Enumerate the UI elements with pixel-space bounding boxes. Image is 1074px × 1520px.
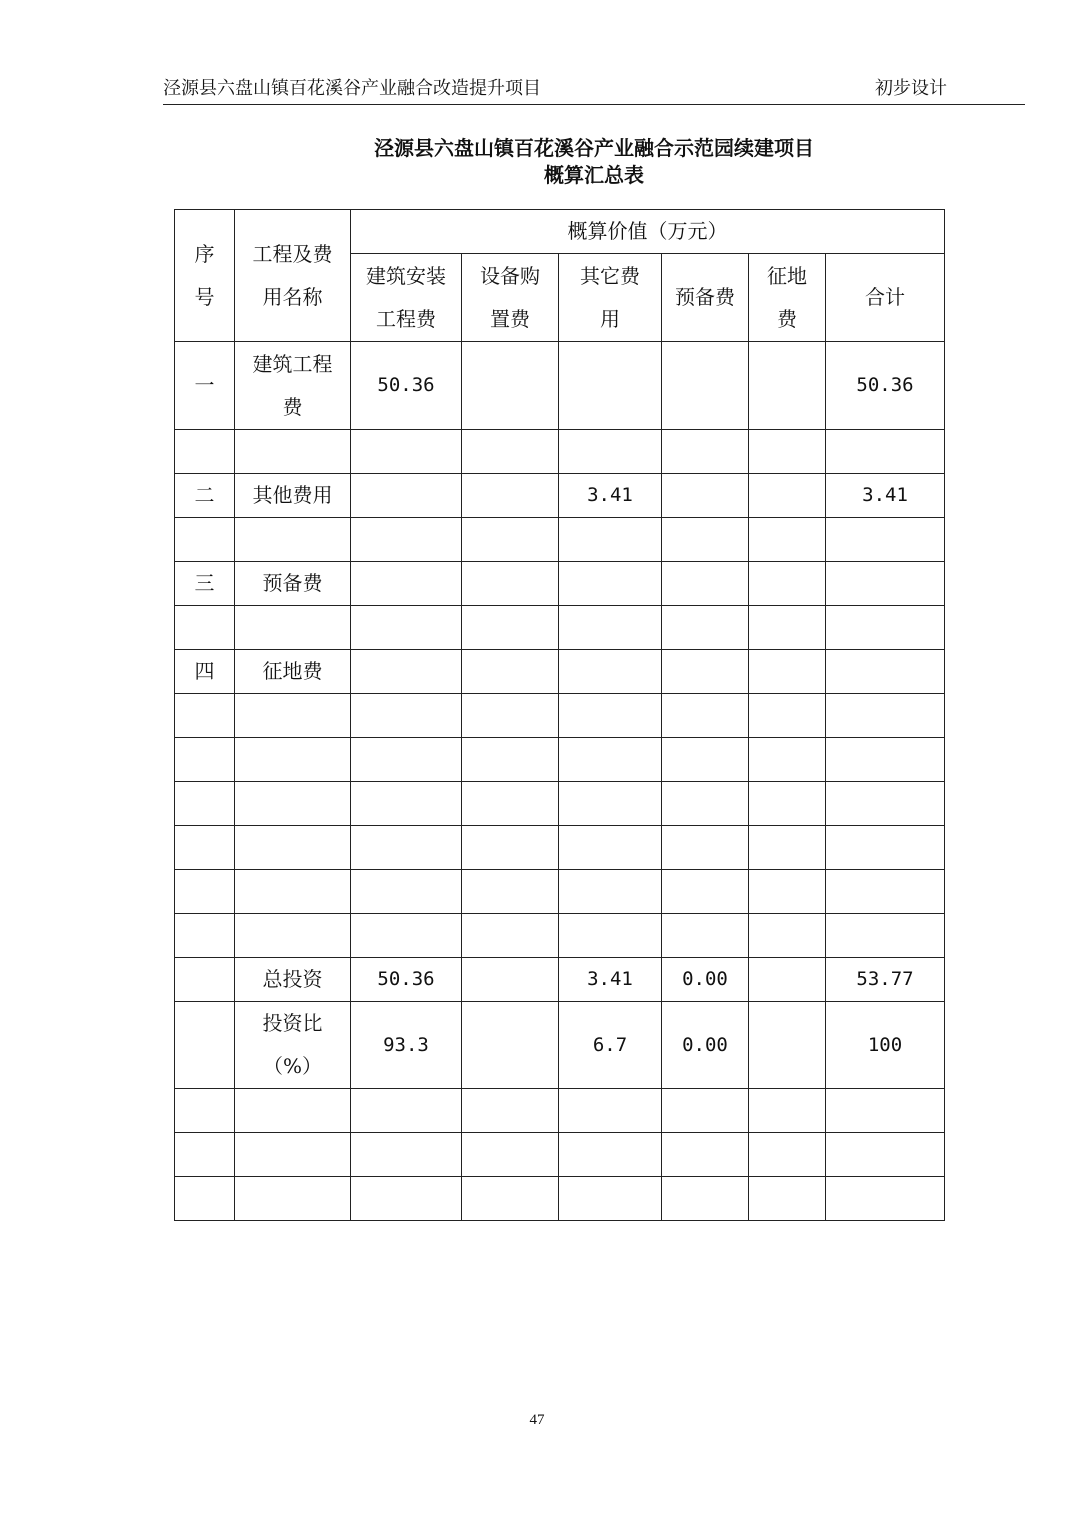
row-value-col-4 xyxy=(662,958,749,1002)
row-value-col-2 xyxy=(462,1133,559,1177)
row-value-col-2 xyxy=(462,650,559,694)
row-value-col-2 xyxy=(462,870,559,914)
row-seq xyxy=(175,430,235,474)
header-item-name-line-2: 用名称 xyxy=(262,284,323,309)
row-item-name xyxy=(235,870,351,914)
row-value-col-4 xyxy=(662,1133,749,1177)
budget-summary-table xyxy=(174,209,945,1221)
header-col-5 xyxy=(749,254,826,342)
table-row xyxy=(175,870,945,914)
table-header-row xyxy=(175,210,945,254)
row-value-col-1 xyxy=(351,1177,462,1221)
table-row xyxy=(175,782,945,826)
row-value-col-3 xyxy=(559,694,662,738)
row-seq xyxy=(175,518,235,562)
row-value-col-6 xyxy=(826,562,945,606)
row-seq xyxy=(175,694,235,738)
row-item-name xyxy=(235,738,351,782)
row-item-name xyxy=(235,518,351,562)
row-value-col-1 xyxy=(351,870,462,914)
row-value-col-3 xyxy=(559,474,662,518)
row-seq xyxy=(175,738,235,782)
header-col-5-line-2: 费 xyxy=(777,306,797,331)
document-title: 泾源县六盘山镇百花溪谷产业融合示范园续建项目 xyxy=(374,136,814,160)
row-seq-line-1: 四 xyxy=(194,659,215,683)
row-value-col-4 xyxy=(662,474,749,518)
table-row xyxy=(175,430,945,474)
row-seq xyxy=(175,1177,235,1221)
header-seq-line-1: 序 xyxy=(194,241,215,266)
header-col-3-line-1: 其它费 xyxy=(580,263,640,288)
row-value-col-3 xyxy=(559,342,662,430)
row-value-col-6 xyxy=(826,914,945,958)
row-value-col-3 xyxy=(559,650,662,694)
row-value-col-5 xyxy=(749,1133,826,1177)
header-estimate-value xyxy=(351,210,945,254)
row-value-col-3 xyxy=(559,738,662,782)
row-value-col-6 xyxy=(826,1177,945,1221)
row-item-name xyxy=(235,958,351,1002)
row-value-col-4 xyxy=(662,1089,749,1133)
row-seq xyxy=(175,1002,235,1089)
row-value-col-5 xyxy=(749,606,826,650)
row-value-col-2 xyxy=(462,606,559,650)
row-value-col-1 xyxy=(351,606,462,650)
row-value-col-3-line-1: 3.41 xyxy=(587,968,633,990)
row-value-col-2 xyxy=(462,826,559,870)
row-value-col-3 xyxy=(559,782,662,826)
row-value-col-5 xyxy=(749,650,826,694)
table-row xyxy=(175,342,945,430)
row-value-col-4 xyxy=(662,782,749,826)
row-seq xyxy=(175,474,235,518)
row-value-col-6 xyxy=(826,518,945,562)
row-value-col-3 xyxy=(559,1133,662,1177)
row-value-col-2 xyxy=(462,342,559,430)
row-value-col-5 xyxy=(749,914,826,958)
row-value-col-6 xyxy=(826,870,945,914)
row-item-name xyxy=(235,1089,351,1133)
table-row xyxy=(175,914,945,958)
row-item-name xyxy=(235,562,351,606)
row-value-col-6 xyxy=(826,606,945,650)
row-value-col-3-line-1: 6.7 xyxy=(592,1033,628,1056)
row-value-col-3 xyxy=(559,1177,662,1221)
row-seq xyxy=(175,562,235,606)
header-col-5-line-1: 征地 xyxy=(767,263,807,288)
row-item-name xyxy=(235,1133,351,1177)
row-value-col-3 xyxy=(559,562,662,606)
table-row xyxy=(175,474,945,518)
row-seq xyxy=(175,650,235,694)
row-value-col-6 xyxy=(826,650,945,694)
row-value-col-6-line-1: 100 xyxy=(867,1033,903,1056)
row-value-col-3 xyxy=(559,914,662,958)
row-seq xyxy=(175,782,235,826)
row-item-name-line-2: （%） xyxy=(262,1054,322,1078)
row-seq xyxy=(175,870,235,914)
row-value-col-1 xyxy=(351,914,462,958)
row-seq xyxy=(175,1089,235,1133)
row-value-col-3-line-1: 3.41 xyxy=(587,484,633,506)
row-value-col-4 xyxy=(662,1177,749,1221)
header-col-2 xyxy=(462,254,559,342)
header-col-1-line-2: 工程费 xyxy=(376,306,436,331)
row-value-col-3 xyxy=(559,1002,662,1089)
row-item-name xyxy=(235,606,351,650)
header-col-6 xyxy=(826,254,945,342)
row-seq xyxy=(175,342,235,430)
document-subtitle: 概算汇总表 xyxy=(544,163,644,187)
row-value-col-5 xyxy=(749,562,826,606)
header-seq xyxy=(175,210,235,342)
row-value-col-5 xyxy=(749,826,826,870)
row-value-col-1 xyxy=(351,430,462,474)
row-item-name xyxy=(235,914,351,958)
row-item-name xyxy=(235,342,351,430)
row-value-col-6-line-1: 3.41 xyxy=(862,484,908,506)
row-value-col-2 xyxy=(462,958,559,1002)
row-value-col-5 xyxy=(749,1089,826,1133)
row-value-col-1-line-1: 50.36 xyxy=(377,374,435,396)
row-value-col-5 xyxy=(749,958,826,1002)
header-col-1 xyxy=(351,254,462,342)
row-item-name-line-1: 投资比 xyxy=(262,1011,323,1035)
row-item-name xyxy=(235,474,351,518)
row-value-col-2 xyxy=(462,738,559,782)
row-value-col-2 xyxy=(462,914,559,958)
row-value-col-6-line-1: 50.36 xyxy=(856,374,914,396)
row-value-col-1 xyxy=(351,342,462,430)
row-value-col-3 xyxy=(559,606,662,650)
row-value-col-1 xyxy=(351,474,462,518)
table-row xyxy=(175,1089,945,1133)
row-seq xyxy=(175,914,235,958)
header-col-1-line-1: 建筑安装 xyxy=(366,263,446,288)
table-row xyxy=(175,958,945,1002)
row-value-col-6 xyxy=(826,826,945,870)
row-value-col-1-line-1: 93.3 xyxy=(383,1033,429,1056)
row-item-name-line-1: 预备费 xyxy=(262,571,323,595)
row-item-name xyxy=(235,1002,351,1089)
header-col-4 xyxy=(662,254,749,342)
row-seq-line-1: 一 xyxy=(194,373,215,397)
table-row xyxy=(175,1133,945,1177)
row-value-col-4 xyxy=(662,826,749,870)
row-value-col-2 xyxy=(462,474,559,518)
table-row xyxy=(175,826,945,870)
row-seq xyxy=(175,958,235,1002)
row-value-col-6 xyxy=(826,474,945,518)
row-value-col-5 xyxy=(749,782,826,826)
row-value-col-6 xyxy=(826,738,945,782)
page-number: 47 xyxy=(529,1412,545,1428)
table-row xyxy=(175,606,945,650)
row-value-col-4 xyxy=(662,518,749,562)
table-row xyxy=(175,518,945,562)
row-value-col-5 xyxy=(749,342,826,430)
row-value-col-2 xyxy=(462,1002,559,1089)
table-row xyxy=(175,694,945,738)
row-value-col-2 xyxy=(462,694,559,738)
table-row xyxy=(175,738,945,782)
row-value-col-4-line-1: 0.00 xyxy=(682,1033,728,1056)
row-value-col-3 xyxy=(559,518,662,562)
row-value-col-3 xyxy=(559,958,662,1002)
row-value-col-2 xyxy=(462,1177,559,1221)
row-value-col-6-line-1: 53.77 xyxy=(856,968,914,990)
row-value-col-1 xyxy=(351,562,462,606)
row-value-col-1 xyxy=(351,782,462,826)
table-row xyxy=(175,562,945,606)
row-value-col-3 xyxy=(559,430,662,474)
table-row xyxy=(175,1177,945,1221)
row-item-name xyxy=(235,782,351,826)
row-value-col-6 xyxy=(826,430,945,474)
row-value-col-5 xyxy=(749,430,826,474)
row-value-col-1 xyxy=(351,694,462,738)
row-item-name-line-1: 征地费 xyxy=(262,659,323,683)
row-seq-line-1: 二 xyxy=(194,483,215,507)
row-item-name-line-1: 建筑工程 xyxy=(252,351,333,376)
header-col-2-line-2: 置费 xyxy=(490,306,530,331)
row-value-col-4 xyxy=(662,870,749,914)
table-row xyxy=(175,1002,945,1089)
row-value-col-1 xyxy=(351,1002,462,1089)
row-value-col-1 xyxy=(351,650,462,694)
row-value-col-6 xyxy=(826,782,945,826)
row-value-col-1 xyxy=(351,518,462,562)
row-value-col-4 xyxy=(662,1002,749,1089)
row-value-col-3 xyxy=(559,870,662,914)
row-value-col-6 xyxy=(826,958,945,1002)
row-item-name-line-1: 总投资 xyxy=(262,967,323,991)
header-col-3 xyxy=(559,254,662,342)
row-value-col-5 xyxy=(749,1177,826,1221)
row-value-col-4 xyxy=(662,606,749,650)
header-col-2-line-1: 设备购 xyxy=(480,263,540,288)
header-seq-line-2: 号 xyxy=(194,284,215,309)
row-value-col-5 xyxy=(749,474,826,518)
row-item-name xyxy=(235,694,351,738)
row-value-col-6 xyxy=(826,1133,945,1177)
header-col-6-line-1: 合计 xyxy=(865,285,906,309)
row-value-col-5 xyxy=(749,738,826,782)
page-header xyxy=(163,76,1025,105)
row-value-col-4 xyxy=(662,694,749,738)
row-value-col-2 xyxy=(462,1089,559,1133)
row-seq-line-1: 三 xyxy=(194,571,215,595)
row-value-col-4 xyxy=(662,738,749,782)
row-item-name-line-1: 其他费用 xyxy=(252,483,333,507)
row-value-col-4 xyxy=(662,342,749,430)
row-value-col-3 xyxy=(559,826,662,870)
row-value-col-5 xyxy=(749,1002,826,1089)
row-value-col-1 xyxy=(351,958,462,1002)
row-value-col-4 xyxy=(662,914,749,958)
row-item-name-line-2: 费 xyxy=(282,394,303,419)
row-value-col-2 xyxy=(462,430,559,474)
row-value-col-5 xyxy=(749,694,826,738)
header-estimate-value-line-1: 概算价值（万元） xyxy=(567,219,728,243)
header-col-4-line-1: 预备费 xyxy=(675,285,735,309)
table-row xyxy=(175,650,945,694)
row-value-col-1-line-1: 50.36 xyxy=(377,968,435,990)
row-value-col-2 xyxy=(462,562,559,606)
row-value-col-5 xyxy=(749,870,826,914)
row-value-col-6 xyxy=(826,1002,945,1089)
row-value-col-4-line-1: 0.00 xyxy=(682,968,728,990)
row-value-col-1 xyxy=(351,1133,462,1177)
row-item-name xyxy=(235,650,351,694)
row-value-col-6 xyxy=(826,342,945,430)
row-value-col-2 xyxy=(462,518,559,562)
row-value-col-1 xyxy=(351,1089,462,1133)
row-seq xyxy=(175,606,235,650)
header-item-name xyxy=(235,210,351,342)
row-value-col-3 xyxy=(559,1089,662,1133)
row-item-name xyxy=(235,1177,351,1221)
row-value-col-4 xyxy=(662,430,749,474)
row-value-col-1 xyxy=(351,826,462,870)
row-value-col-1 xyxy=(351,738,462,782)
header-item-name-line-1: 工程及费 xyxy=(252,241,333,266)
header-project-name: 泾源县六盘山镇百花溪谷产业融合改造提升项目 xyxy=(163,78,541,99)
row-value-col-2 xyxy=(462,782,559,826)
header-col-3-line-2: 用 xyxy=(600,306,620,331)
row-item-name xyxy=(235,430,351,474)
row-value-col-6 xyxy=(826,1089,945,1133)
row-value-col-4 xyxy=(662,650,749,694)
row-value-col-5 xyxy=(749,518,826,562)
row-value-col-6 xyxy=(826,694,945,738)
row-seq xyxy=(175,1133,235,1177)
row-item-name xyxy=(235,826,351,870)
row-seq xyxy=(175,826,235,870)
row-value-col-4 xyxy=(662,562,749,606)
header-stage: 初步设计 xyxy=(875,78,947,99)
